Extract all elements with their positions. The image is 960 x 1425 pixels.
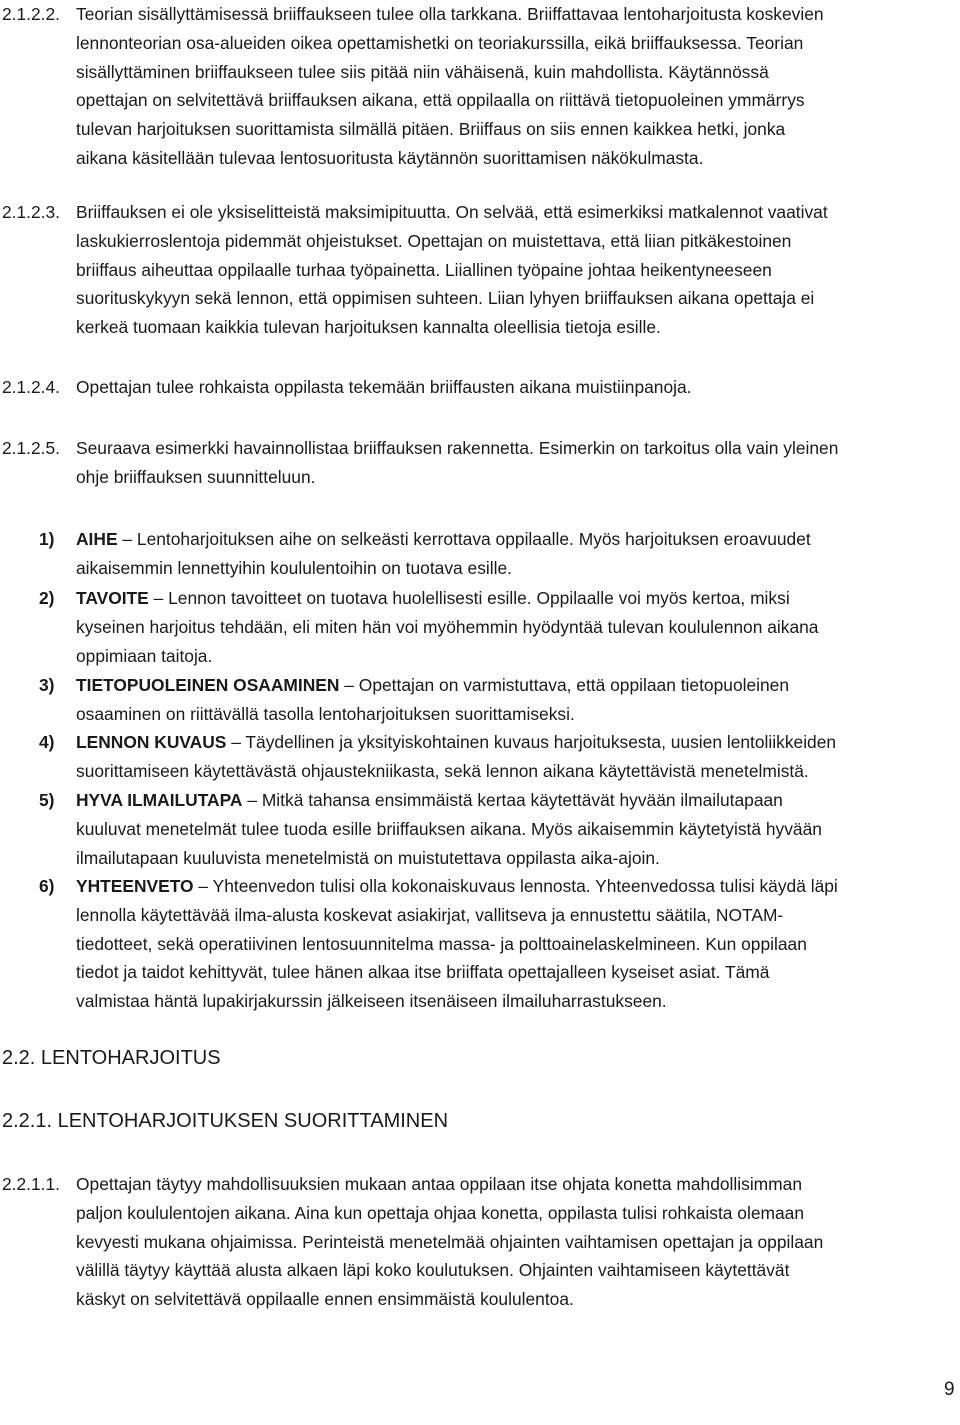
list-keyword: LENNON KUVAUS — [76, 732, 227, 752]
list-index: 2) — [39, 588, 55, 608]
paragraph-text: Teorian sisällyttämisessä briiffaukseen tulee olla tarkkana. Briiffattavaa lentoharjoitusta koskevien lennonteorian osa-alueiden oikea opettamishetki on teoriakurssilla, eikä briiffauksessa. Teorian sisällyttäminen briiffaukseen tulee siis pitää niin vähäisenä, kuin mahdollista. Käytännössä opettajan on selvitettävä briiffauksen aikana, että oppilaalla on riittävä tietopuoleinen ymmärrys tulevan harjoituksen suorittamista silmällä pitäen. Briiffaus on siis ennen kaikkea hetki, jonka aikana käsitellään tulevaa lentosuoritusta käytännön suorittamisen näkökulmasta. — [76, 4, 824, 168]
paragraph-number: 2.1.2.2. — [2, 4, 61, 24]
list-item-tietopuoleinen-osaaminen — [0, 671, 956, 729]
paragraph-text: Opettajan tulee rohkaista oppilasta tekemään briiffausten aikana muistiinpanoja. — [76, 377, 692, 397]
list-index: 5) — [39, 790, 55, 810]
list-item-aihe — [0, 525, 956, 583]
list-item-content — [76, 872, 956, 1016]
list-item-text: – Lentoharjoituksen aihe on selkeästi kerrottava oppilaalle. Myös harjoituksen eroavuudet aikaisemmin lennettyihin koululentoihin on tuotava esille. — [76, 529, 811, 578]
list-item-yhteenveto — [0, 872, 956, 1016]
list-index: 3) — [39, 675, 55, 695]
paragraph-number: 2.1.2.3. — [2, 202, 61, 222]
list-keyword: TAVOITE — [76, 588, 149, 608]
list-item-text: – Lennon tavoitteet on tuotava huolellisesti esille. Oppilaalle voi myös kertoa, miksi kyseinen harjoitus tehdään, eli miten hän voi myöhemmin hyödyntää tulevan koululennon aikana oppimiaan taitoja. — [76, 588, 819, 666]
paragraph-text: Briiffauksen ei ole yksiselitteistä maksimipituutta. On selvää, että esimerkiksi matkalennot vaativat laskukierroslentoja pidemmät ohjeistukset. Opettajan on muistettava, että liian pitkäkestoinen briiffaus aiheuttaa oppilaalle turhaa työpainetta. Liiallinen työpaine johtaa heikentyneeseen suorituskykyyn sekä lennon, että oppimisen suhteen. Liian lyhyen briiffauksen aikana opettaja ei kerkeä tuomaan kaikkia tulevan harjoituksen kannalta oleellisia tietoja esille. — [76, 202, 828, 338]
list-item-content — [76, 786, 956, 872]
list-keyword: TIETOPUOLEINEN OSAAMINEN — [76, 675, 340, 695]
list-item-content — [76, 584, 956, 670]
section-heading: 2.2. LENTOHARJOITUS — [2, 1047, 221, 1069]
paragraph-2-1-2-4 — [0, 373, 956, 402]
page-number: 9 — [944, 1379, 955, 1400]
list-item-text: – Yhteenvedon tulisi olla kokonaiskuvaus lennosta. Yhteenvedossa tulisi käydä läpi lennolla käytettävää ilma-alusta koskevat asiakirjat, vallitseva ja ennustettu säätila, NOTAM- tiedotteet, sekä operatiivinen lentosuunnitelma massa- ja polttoainelaskelmineen. Kun oppilaan tiedot ja taidot kehittyvät, tulee hänen alkaa itse briiffata opettajalleen kyseiset asiat. Tämä valmistaa häntä lupakirjakurssin jälkeiseen itsenäiseen ilmailuharrastukseen. — [76, 876, 838, 1012]
paragraph-text: Opettajan täytyy mahdollisuuksien mukaan antaa oppilaan itse ohjata konetta mahdollisimman paljon koululentojen aikana. Aina kun opettaja ohjaa konetta, oppilasta tulisi rohkaista olemaan kevyesti mukana ohjaimissa. Perinteistä menetelmää ohjainten vaihtamisen opettajan ja oppilaan välillä täytyy käyttää alusta alkaen läpi koko koulutuksen. Ohjainten vaihtamiseen käytettävät käskyt on selvitettävä oppilaalle ennen ensimmäistä koululentoa. — [76, 1174, 824, 1310]
paragraph-number: 2.1.2.5. — [2, 438, 61, 458]
paragraph-number: 2.2.1.1. — [2, 1174, 61, 1194]
list-item-lennon-kuvaus — [0, 728, 956, 786]
list-item-text: – Mitkä tahansa ensimmäistä kertaa käytettävät hyvään ilmailutapaan kuuluvat menetelmät tulee tuoda esille briiffauksen aikana. Myös aikaisemmin käytetyistä hyvään ilmailutapaan kuuluvista menetelmistä on muistutettava oppilasta aika-ajoin. — [76, 790, 822, 868]
paragraph-2-2-1-1 — [0, 1170, 956, 1314]
paragraph-text: Seuraava esimerkki havainnollistaa briiffauksen rakennetta. Esimerkin on tarkoitus olla vain yleinen ohje briiffauksen suunnitteluun. — [76, 438, 839, 487]
list-index: 6) — [39, 876, 55, 896]
list-item-tavoite — [0, 584, 956, 670]
list-item-text: – Opettajan on varmistuttava, että oppilaan tietopuoleinen osaaminen on riittävällä tasolla lentoharjoituksen suorittamiseksi. — [76, 675, 790, 724]
list-index: 4) — [39, 732, 55, 752]
list-keyword: HYVA ILMAILUTAPA — [76, 790, 243, 810]
paragraph-2-1-2-3 — [0, 198, 956, 342]
list-item-content — [76, 525, 956, 583]
list-index: 1) — [39, 529, 55, 549]
list-item-text: – Täydellinen ja yksityiskohtainen kuvaus harjoituksesta, uusien lentoliikkeiden suorittamiseen käytettävästä ohjaustekniikasta, sekä lennon aikana käytettävistä menetelmistä. — [76, 732, 837, 781]
paragraph-2-1-2-5 — [0, 434, 956, 492]
list-item-content — [76, 728, 956, 786]
paragraph-2-1-2-2 — [0, 0, 956, 173]
list-keyword: YHTEENVETO — [76, 876, 194, 896]
list-keyword: AIHE — [76, 529, 118, 549]
subsection-heading: 2.2.1. LENTOHARJOITUKSEN SUORITTAMINEN — [2, 1110, 449, 1132]
list-item-hyva-ilmailutapa — [0, 786, 956, 872]
paragraph-number: 2.1.2.4. — [2, 377, 61, 397]
list-item-content — [76, 671, 956, 729]
